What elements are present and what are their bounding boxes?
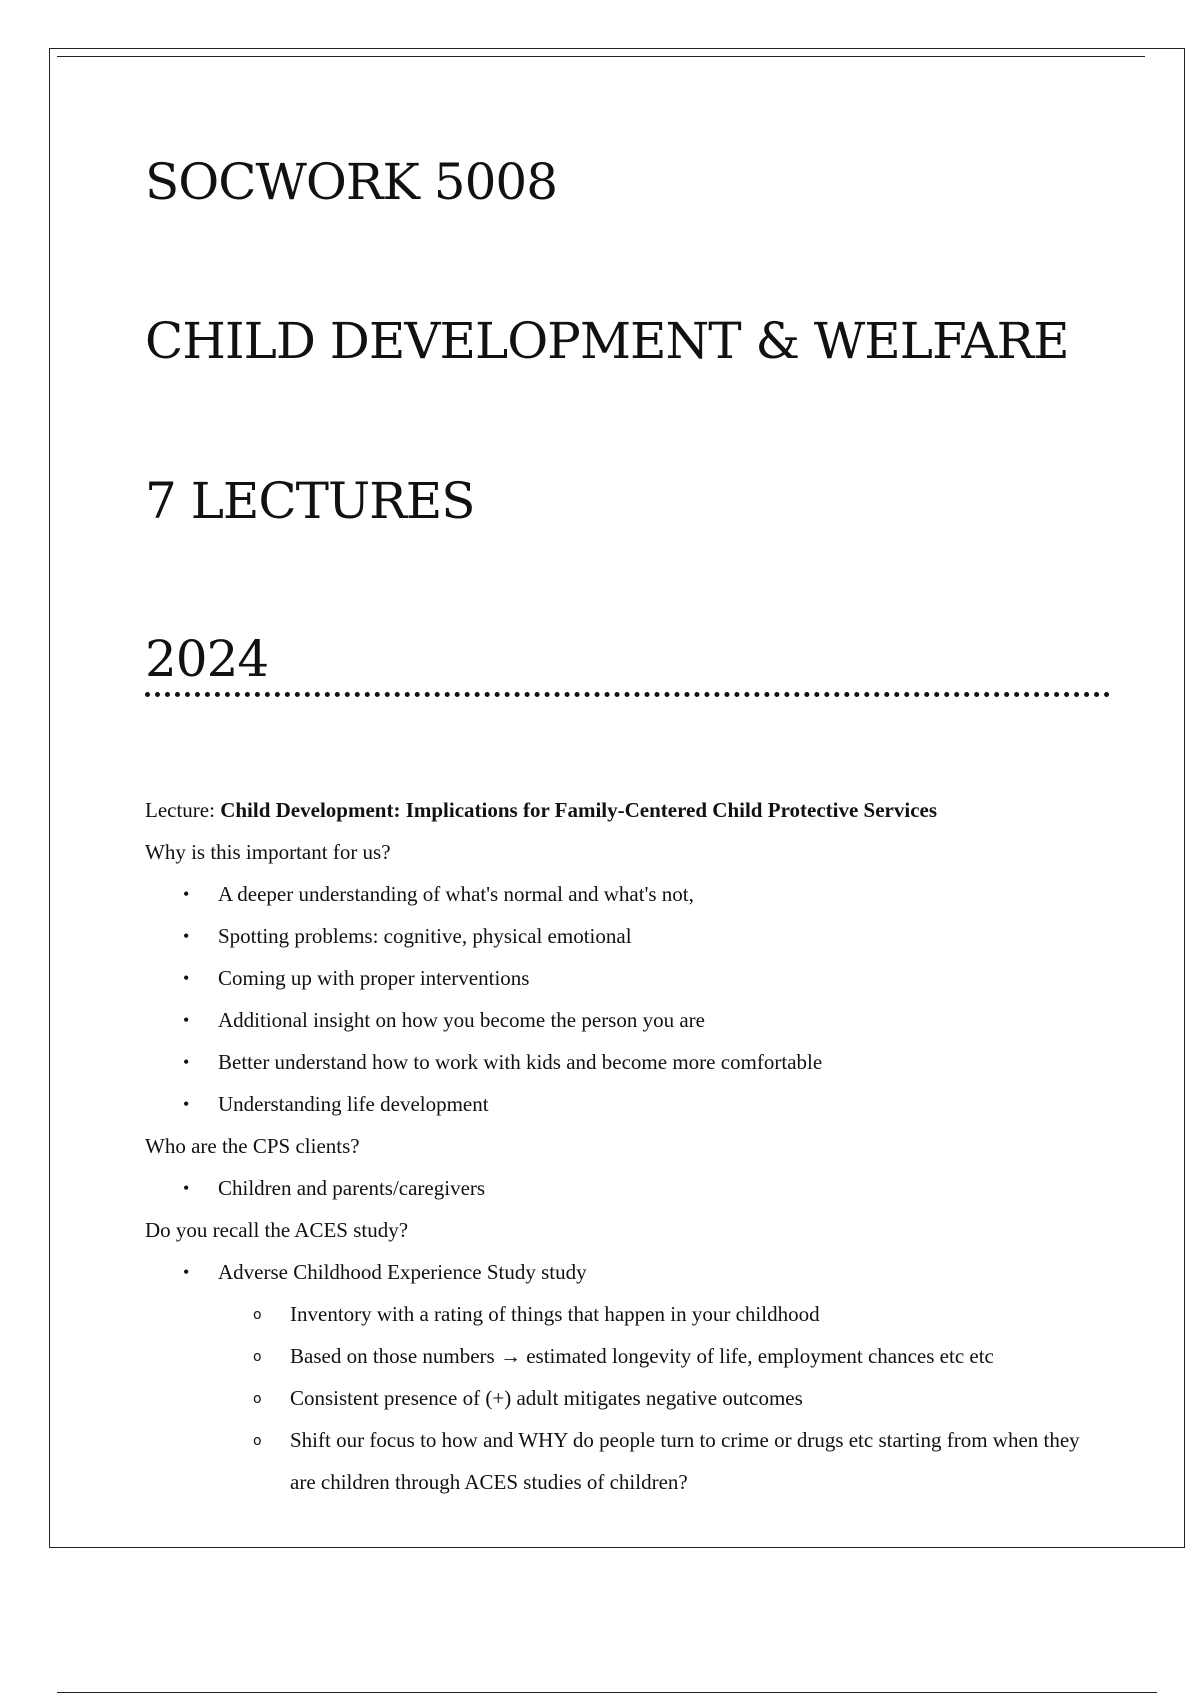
list-item: • Better understand how to work with kids and become more comfortable: [145, 1041, 1105, 1083]
bullet-icon: •: [183, 1178, 190, 1198]
list-item: • Understanding life development: [145, 1083, 1105, 1125]
course-name: CHILD DEVELOPMENT & WELFARE: [145, 312, 1069, 370]
bullet-icon: •: [183, 926, 190, 946]
hollow-bullet-icon: o: [253, 1349, 262, 1365]
list-item: • A deeper understanding of what's normal and what's not,: [145, 873, 1105, 915]
bullet-icon: •: [183, 884, 190, 904]
top-rule: [57, 56, 1145, 57]
lecture-notes: [145, 789, 1105, 1503]
hollow-bullet-icon: o: [253, 1307, 262, 1323]
sub-list-item: o Shift our focus to how and WHY do people turn to crime or drugs etc starting from when they are children through ACES studies of children?: [145, 1419, 1105, 1503]
bottom-rule: [57, 1692, 1157, 1693]
lectures-count: 7 LECTURES: [145, 472, 475, 530]
question-why-important: Why is this important for us?: [145, 840, 391, 864]
list-item: • Adverse Childhood Experience Study study: [145, 1251, 1105, 1293]
lecture-prefix: Lecture:: [145, 798, 221, 822]
bullet-icon: •: [183, 1052, 190, 1072]
bullet-icon: •: [183, 1262, 190, 1282]
sub-list-item: o Inventory with a rating of things that happen in your childhood: [145, 1293, 1105, 1335]
question-cps-clients: Who are the CPS clients?: [145, 1134, 360, 1158]
sub-list-item: o Consistent presence of (+) adult mitigates negative outcomes: [145, 1377, 1105, 1419]
list-item: • Coming up with proper interventions: [145, 957, 1105, 999]
bullet-icon: •: [183, 1010, 190, 1030]
list-item: • Children and parents/caregivers: [145, 1167, 1105, 1209]
course-code: SOCWORK 5008: [145, 153, 558, 211]
lecture-heading: [145, 789, 1105, 831]
list-item: • Additional insight on how you become the person you are: [145, 999, 1105, 1041]
hollow-bullet-icon: o: [253, 1433, 262, 1449]
year: 2024: [145, 630, 269, 688]
bullet-icon: •: [183, 968, 190, 988]
hollow-bullet-icon: o: [253, 1391, 262, 1407]
dotted-divider: [145, 692, 1110, 697]
lecture-title: Child Development: Implications for Family-Centered Child Protective Services: [220, 798, 938, 822]
list-item: • Spotting problems: cognitive, physical emotional: [145, 915, 1105, 957]
bullet-icon: •: [183, 1094, 190, 1114]
sub-list-item: o Based on those numbers → estimated longevity of life, employment chances etc etc: [145, 1335, 1105, 1377]
question-aces-study: Do you recall the ACES study?: [145, 1218, 409, 1242]
